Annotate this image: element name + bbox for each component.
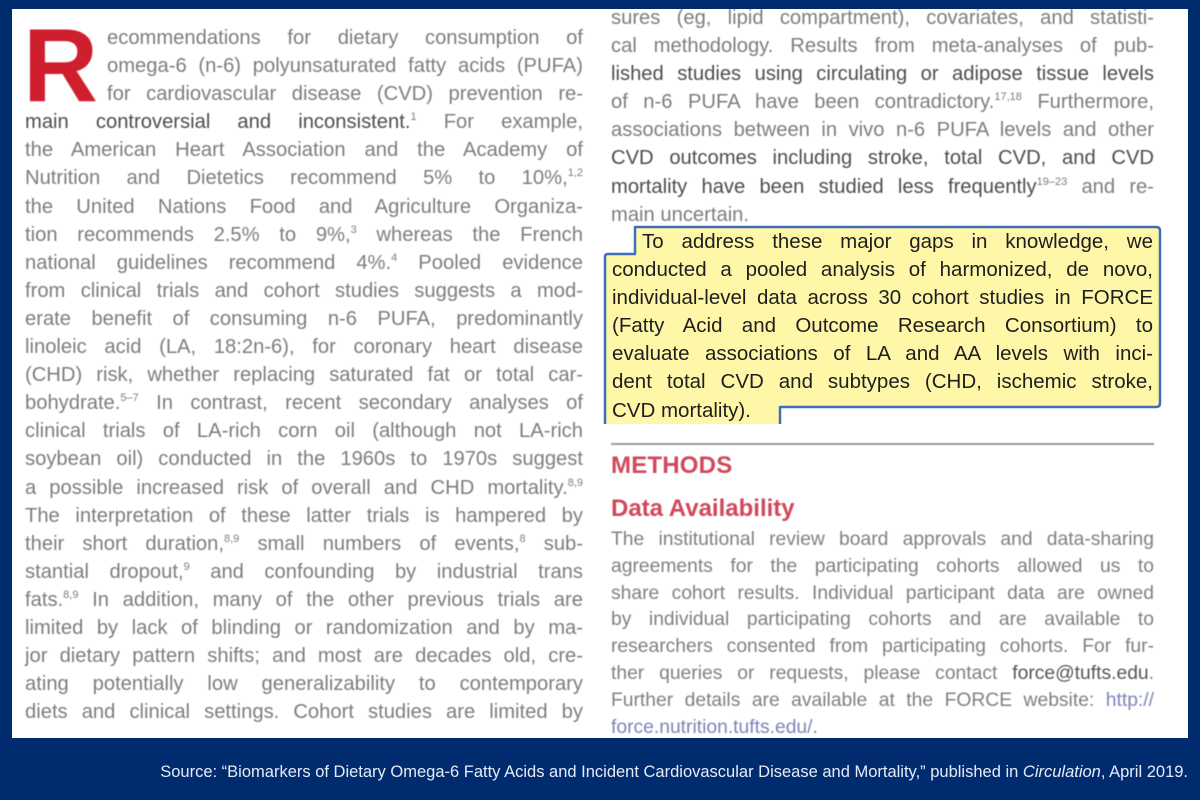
journal-name: Circulation [1022,763,1101,781]
text-line: main uncertain. [611,203,750,226]
text-line: stantial dropout,$^9$ and confounding by industrial trans [25,560,583,583]
text-line: Further details are available at the FORCE website: http:// [611,689,1154,711]
text-line: researchers consented from participating cohorts. For fur- [611,636,1154,658]
text-line: from clinical trials and cohort studies suggests a mod- [25,279,583,302]
text-line: dent total CVD and subtypes (CHD, ischemic stroke, [612,370,1153,394]
text-line: evaluate associations of LA and AA levels with inci- [612,342,1153,366]
text-line: sures (eg, lipid compartment), covariates, and statisti- [611,9,1154,29]
text-line: national guidelines recommend 4%.$^4$ Pooled evidence [25,251,583,274]
text-line: limited by lack of blinding or randomization and by ma- [25,616,583,639]
text-line: share cohort results. Individual participant data are owned [611,582,1154,604]
text-line: jor dietary pattern shifts; and most are decades old, cre- [25,645,583,668]
text-line: for cardiovascular disease (CVD) prevention re- [107,83,583,106]
text-line: soybean oil) conducted in the 1960s to 1970s suggest [25,448,583,471]
text-line: cal methodology. Results from meta-analyses of pub- [611,35,1154,58]
text-line: erate benefit of consuming n-6 PUFA, predominantly [25,307,583,330]
text-line: ating potentially low generalizability to contemporary [25,673,583,696]
highlighted-paragraph[interactable] [603,224,1163,424]
email-link[interactable]: force@tufts.edu [1012,662,1149,684]
subsection-heading: Data Availability [611,495,795,522]
journal-page [12,9,1188,738]
text-line: of n-6 PUFA have been contradictory.$^{17,18}$ Furthermore, [611,91,1154,114]
text-line: mortality have been studied less frequently$^{19-23}$ and re- [611,175,1154,198]
highlighted-text [612,228,1153,425]
text-line: bohydrate.$^{5-7}$ In contrast, recent secondary analyses of [25,392,583,415]
website-link[interactable]: force.nutrition.tufts.edu/ [611,716,813,738]
right-column [611,9,1154,229]
text-line: The institutional review board approvals and data-sharing [611,529,1154,550]
text-line: the American Heart Association and the Academy of [25,139,583,162]
data-availability-text [611,527,1154,738]
section-divider [611,443,1154,445]
text-line: (CHD) risk, whether replacing saturated fat or total car- [25,364,583,387]
text-line: clinical trials of LA-rich corn oil (although not LA-rich [25,420,583,443]
text-line: their short duration,$^{8,9}$ small numbers of events,$^8$ sub- [25,532,583,555]
text-line: The interpretation of these latter trials is hampered by [25,504,583,527]
text-line: individual-level data across 30 cohort studies in FORCE [612,286,1153,310]
text-line: lished studies using circulating or adipose tissue levels [611,63,1154,86]
website-link[interactable]: http:// [1105,689,1154,711]
text-line: agreements for the participating cohorts allowed us to [611,555,1154,577]
text-line: by individual participating cohorts and are available to [611,609,1154,631]
text-line: omega-6 (n-6) polyunsaturated fatty acids (PUFA) [107,55,583,78]
text-line: conducted a pooled analysis of harmonized, de novo, [612,258,1153,282]
text-line: fats.$^{8,9}$ In addition, many of the other previous trials are [25,588,583,611]
left-column [23,9,584,726]
text-line: tion recommends 2.5% to 9%,$^3$ whereas the French [25,223,583,246]
text-line: linoleic acid (LA, 18:2n-6), for coronary heart disease [25,336,583,359]
text-line: ther queries or requests, please contact force@tufts.edu. [611,662,1154,684]
text-line: Nutrition and Dietetics recommend 5% to 10%,$^{1,2}$ [25,167,583,190]
source-caption: Source: “Biomarkers of Dietary Omega-6 Fatty Acids and Incident Cardiovascular Disease and Mortality,” published in Circulation, April 2019. [160,763,1188,781]
text-line: To address these major gaps in knowledge, we [642,230,1153,253]
text-line: CVD mortality). [612,398,751,422]
text-line: associations between in vivo n-6 PUFA levels and other [611,119,1154,142]
text-line: ecommendations for dietary consumption of [107,27,583,49]
text-line: main controversial and inconsistent.$^1$ For example, [25,111,584,134]
text-line: CVD outcomes including stroke, total CVD, and CVD [611,147,1154,170]
text-line: diets and clinical settings. Cohort studies are limited by [25,701,583,724]
section-heading: METHODS [611,452,733,479]
text-line: a possible increased risk of overall and CHD mortality.$^{8,9}$ [25,476,583,499]
drop-cap: R [23,9,97,124]
text-line: (Fatty Acid and Outcome Research Consortium) to [612,314,1153,338]
text-line: the United Nations Food and Agriculture Organiza- [25,195,583,218]
text-line: force.nutrition.tufts.edu/. [611,716,818,738]
